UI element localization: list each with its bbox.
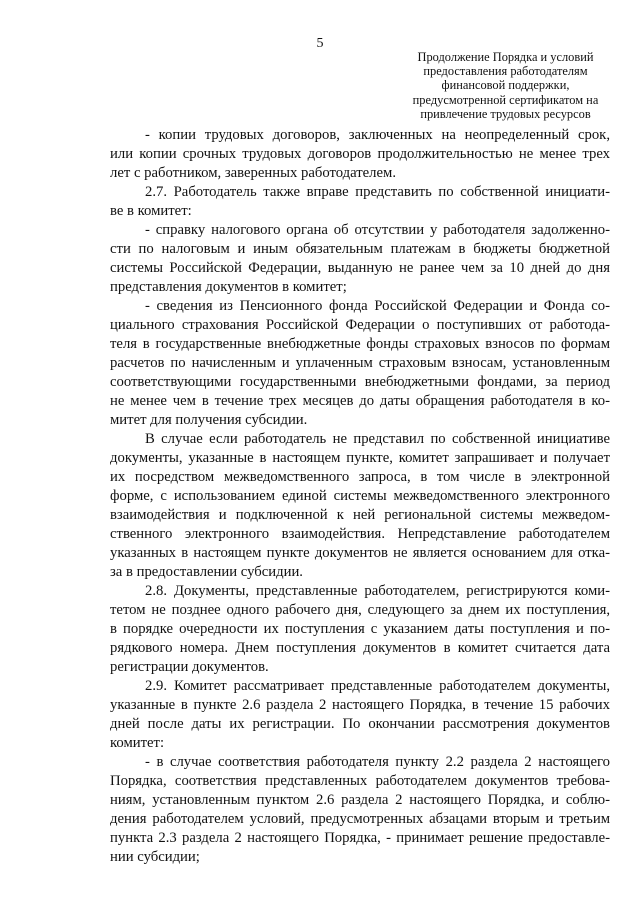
paragraph (110, 297, 610, 430)
paragraph-line: 2.8. Документы, представленные работодателем, регистрируются коми- (145, 583, 610, 599)
paragraph-line: лет с работником, заверенных работодателем. (110, 165, 396, 181)
paragraph-line: за в предоставлении субсидии. (110, 564, 303, 580)
paragraph (110, 183, 610, 221)
header-note (403, 50, 608, 121)
paragraph-line: ниям, установленным пунктом 2.6 раздела 2 настоящего Порядка, и соблю- (110, 792, 610, 808)
paragraph-line: документы, указанные в настоящем пункте, комитет запрашивает и получает (110, 450, 610, 466)
paragraph-line: 2.9. Комитет рассматривает представленные работодателем документы, (145, 678, 610, 694)
header-note-line: финансовой поддержки, (441, 78, 570, 93)
header-note-line: предусмотренной сертификатом на (412, 92, 599, 107)
paragraph (110, 430, 610, 582)
paragraph (110, 753, 610, 867)
paragraph-line: или копии срочных трудовых договоров продолжительностью не менее трех (110, 146, 610, 162)
paragraph-line: системы Российской Федерации, выданную не ранее чем за 10 дней до дня (110, 260, 610, 276)
paragraph (110, 677, 610, 753)
paragraph-line: дней после даты их регистрации. По окончании рассмотрения документов (110, 716, 610, 732)
paragraph (110, 582, 610, 677)
paragraph-line: - в случае соответствия работодателя пункту 2.2 раздела 2 настоящего (145, 754, 610, 770)
paragraph-line: пункта 2.3 раздела 2 настоящего Порядка, - принимает решение предоставле- (110, 830, 610, 846)
header-note-line: привлечение трудовых ресурсов (420, 106, 591, 121)
header-note-line: Продолжение Порядка и условий (417, 50, 594, 64)
paragraph-line: 2.7. Работодатель также вправе представить по собственной инициати- (145, 184, 610, 200)
paragraph-line: ве в комитет: (110, 203, 192, 219)
paragraph-line: указанные в пункте 2.6 раздела 2 настоящего Порядка, в течение 15 рабочих (110, 697, 610, 713)
paragraph-line: регистрации документов. (110, 659, 269, 675)
paragraph-line: тетом не позднее одного рабочего дня, следующего за днем их поступления, (110, 602, 610, 618)
paragraph-line: соответствующими государственными внебюджетными фондами, за период (110, 374, 610, 390)
paragraph-line: нии субсидии; (110, 849, 200, 865)
paragraph-line: их посредством межведомственного запроса, в том числе в электронной (110, 469, 610, 485)
paragraph-line: в порядке очередности их поступления с указанием даты поступления и по- (110, 621, 610, 637)
paragraph-line: рядкового номера. Днем поступления документов в комитет считается дата (110, 640, 610, 656)
paragraph (110, 126, 610, 183)
paragraph-line: теля в государственные внебюджетные фонды страховых взносов по формам (110, 336, 610, 352)
paragraph-line: сти по налоговым и иным обязательным платежам в бюджеты бюджетной (110, 241, 610, 257)
paragraph-line: ственного электронного взаимодействия. Непредставление работодателем (110, 526, 610, 542)
paragraph-line: митет для получения субсидии. (110, 412, 308, 428)
paragraph-line: взаимодействия и подключенной к ней региональной системы межведом- (110, 507, 610, 523)
header-note-line: предоставления работодателям (423, 64, 588, 79)
paragraph-line: - копии трудовых договоров, заключенных на неопределенный срок, (145, 127, 610, 143)
paragraph-line: указанных в настоящем пункте документов не является основанием для отка- (110, 545, 610, 561)
page-number: 5 (316, 36, 324, 51)
paragraph-line: не менее чем в течение трех месяцев до даты обращения работодателя в ко- (110, 393, 610, 409)
paragraph-line: - сведения из Пенсионного фонда Российской Федерации и Фонда со- (145, 298, 610, 314)
paragraph-line: Порядка, соответствия представленных работодателем документов требова- (110, 773, 610, 789)
paragraph-line: комитет: (110, 735, 165, 751)
paragraph-line: - справку налогового органа об отсутствии у работодателя задолженно- (145, 222, 610, 238)
paragraph (110, 221, 610, 297)
paragraph-line: В случае если работодатель не представил по собственной инициативе (145, 431, 610, 447)
paragraph-line: представления документов в комитет; (110, 279, 347, 295)
document-body (110, 126, 610, 867)
paragraph-line: циального страхования Российской Федерации о поступивших от работода- (110, 317, 610, 333)
paragraph-line: дения работодателем условий, предусмотренных абзацами вторым и третьим (110, 811, 610, 827)
paragraph-line: форме, с использованием единой системы межведомственного электронного (110, 488, 610, 504)
paragraph-line: расчетов по начисленным и уплаченным страховым взносам, установленным (110, 355, 610, 371)
